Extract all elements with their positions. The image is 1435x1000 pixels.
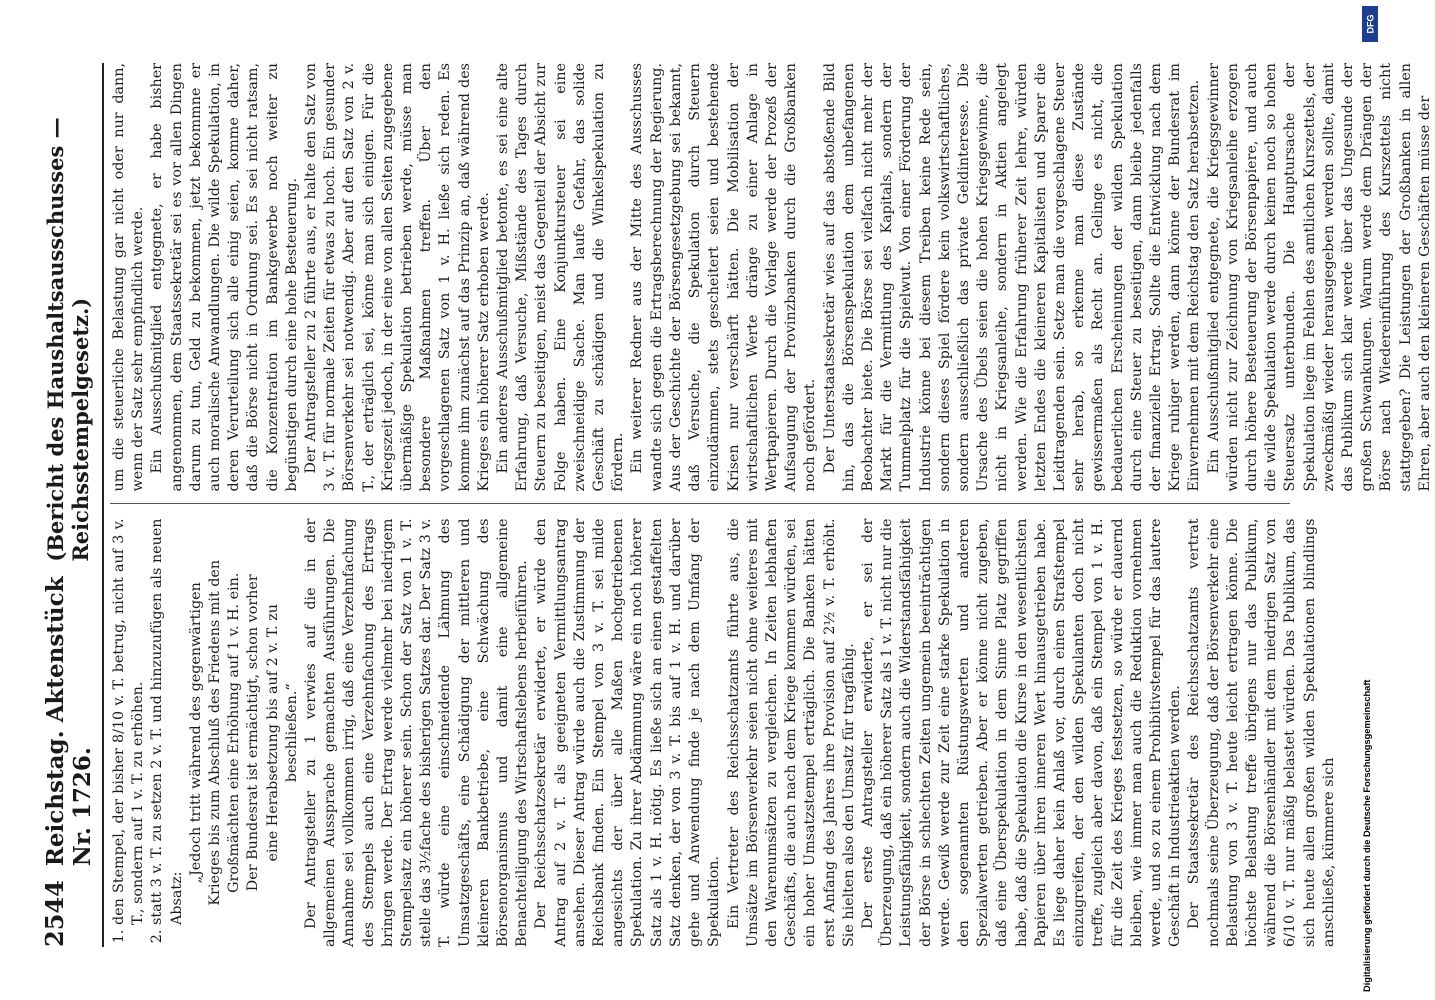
paragraph: Der Antragsteller zu 1 verwies auf die in der allgemeinen Aussprache gemachten Ausführungen. Die Annahme sei vollkommen irrig, daß eine Verzehnfachung des Stempels auch eine Verzehnfachung des Ertrags bringen werde. Der Ertrag werde vielmehr bei niedrigem Stempelsatz ein höherer sein. Schon der Satz von 1 v. T. stelle das 3½fache des bisherigen Satzes dar. Der Satz 3 v. T. würde eine einschneidende Lähmung des Umsatzgeschäfts, eine Schädigung der mittleren und kleineren Bankbetriebe, eine Schwächung des Börsenorganismus und damit eine allgemeine Benachteiligung des Wirtschaftslebens herbeiführen. bbox=[303, 518, 531, 947]
dfg-logo bbox=[1362, 6, 1378, 42]
dfg-logo-text: DFG bbox=[1365, 14, 1375, 34]
paragraph: Der erste Antragsteller erwiderte, er sei der Überzeugung, daß ein höherer Satz als 1 v. T. nicht nur die Leistungsfähigkeit, sondern auch die Widerstandsfähigkeit der Börse in schlechten Zeiten ungemein beeinträchtigen werde. Gewiß werde zur Zeit eine starke Spekulation in den sogenannten Rüstungswerten und anderen Spezialwerten getrieben. Aber er könne nicht zugeben, daß eine Überspekulation in dem Sinne Platz gegriffen habe, daß die Spekulation die Kurse in den wesentlichsten Papieren über ihren inneren Wert hinausgetrieben habe. Es liege daher kein Anlaß vor, durch einen Strafstempel einzugreifen, der den wilden Spekulanten doch nicht treffe, zugleich aber davon, daß ein Stempel von 1 v. H. für die Zeit des Krieges festsetzen, so würde er dauernd bleiben, wie immer man auch die Reduktion vornehmen werde, und so zu einem Prohibitivstempel für das lautere Geschäft in Industrieaktien werden. bbox=[859, 518, 1184, 947]
left-column bbox=[110, 518, 1337, 948]
numbered-list bbox=[110, 519, 187, 948]
paragraph: Der Antragsteller zu 2 führte aus, er halte den Satz von 3 v. T. für normale Zeiten für etwas zu hoch. Ein gesunder Börsenverkehr sei notwendig. Aber auf den Satz von 2 v. T., der erträglich sei, könne man sich einigen. Für die Kriegszeit jedoch, in der eine von allen Seiten zugegebene übermäßige Spekulation betrieben werde, müsse man besondere Maßnahmen treffen. Über den vorgeschlagenen Satz von 1 v. H. ließe sich reden. Es komme ihm zunächst auf das Prinzip an, daß während des Krieges ein höherer Satz erhoben werde. bbox=[303, 63, 492, 492]
paragraph: um die steuerliche Belastung gar nicht oder nur dann, wenn der Satz sehr empfindlich werde. bbox=[111, 63, 147, 492]
page-number: 2544 bbox=[40, 880, 69, 947]
paragraph: Ein weiterer Redner aus der Mitte des Ausschusses wandte sich gegen die Ertragsberechnung der Regierung. Aus der Geschichte der Börsengesetzgebung sei bekannt, daß Versuche, die Spekulation durch Steuern einzudämmen, stets gescheitert seien und bestehende Krisen nur verschärft hätten. Die Mobilisation der wirtschaftlichen Werte dränge zu einer Anlage in Wertpapieren. Durch die Vorlage werde der Prozeß der Aufsaugung der Provinzbanken durch die Großbanken noch gefördert. bbox=[629, 63, 819, 492]
list-item: 1. den Stempel, der bisher 8/10 v. T. betrug, nicht auf 3 v. T., sondern auf 1 v. T. zu erhöhen. bbox=[110, 519, 148, 926]
quoted-paragraph: „Jedoch tritt während des gegenwärtigen Krieges bis zum Abschluß des Friedens mit den Großmächten eine Erhöhung auf 1 v. H. ein. Der Bundesrat ist ermächtigt, schon vorher eine Herabsetzung bis auf 2 v. T. zu beschließen.“ bbox=[187, 559, 300, 906]
paragraph: Ein anderes Ausschußmitglied betonte, es sei eine alte Erfahrung, daß Versuche, Mißstände des Tages durch Steuern zu beseitigen, meist das Gegenteil der Absicht zur Folge haben. Eine Konjunktursteuer sei eine zweischneidige Sache. Man laufe Gefahr, das solide Geschäft zu schädigen und die Winkelspekulation zu fördern. bbox=[495, 63, 627, 492]
paragraph: Der Unterstaatssekretär wies auf das abstoßende Bild hin, das die Börsenspekulation dem unbefangenen Beobachter biete. Die Börse sei vielfach nicht mehr der Markt für die Vermittlung des Kapitals, sondern der Tummelplatz für die Spielwut. Von einer Förderung der Industrie könne bei diesem Treiben keine Rede sein, sondern dieses Spiel fördere kein volkswirtschaftliches, sondern ausschließlich das private Geldinteresse. Die Ursache des Übels seien die hohen Kriegsgewinne, die nicht in Kriegsanleihe, sondern in Aktien angelegt werden. Wie die Erfahrung früherer Zeit lehre, würden letzten Endes die kleineren Kapitalisten und Sparer die Leidtragenden sein. Setze man die vorgeschlagene Steuer sehr herab, so erkenne man diese Zustände gewissermaßen als Recht an. Gelinge es nicht, die bedauerlichen Erscheinungen der wilden Spekulation durch eine Steuer zu beseitigen, dann bleibe jedenfalls der finanzielle Ertrag. Sollte die Entwicklung nach dem Kriege ruhiger werden, dann könne der Bundesrat im Einvernehmen mit dem Reichstag den Satz herabsetzen. bbox=[821, 63, 1203, 492]
page-title: Reichstag. Aktenstück Nr. 1726. bbox=[42, 576, 96, 867]
page-subtitle: (Bericht des Haushaltsausschusses — Reichsstempelgesetz.) bbox=[43, 117, 93, 562]
paragraph: Der Staatssekretär des Reichsschatzamts vertrat nochmals seine Überzeugung, daß der Börsenverkehr eine Belastung von 3 v. T. heute leicht ertragen könne. Die höchste Belastung treffe übrigens nur das Publikum, während die Börsenhändler mit dem niedrigen Satz von 6/10 v. T. nur mäßig belastet würden. Das Publikum, das sich heute allen großen wilden Spekulationen blindlings anschließe, kümmere sich bbox=[1186, 518, 1337, 947]
paragraph: Ein Vertreter des Reichsschatzamts führte aus, die Umsätze im Börsenverkehr seien nicht ohne weiteres mit den Warenumsätzen zu vergleichen. In Zeiten lebhaften Geschäfts, die auch nach dem Kriege kommen würden, sei ein hoher Umsatzstempel erträglich. Die Banken hätten erst Anfang des Jahres ihre Provision auf 2½ v. T. erhöht. Sie hielten also den Umsatz für tragfähig. bbox=[725, 518, 857, 947]
right-column bbox=[110, 63, 1433, 505]
digitization-note: Digitalisierung gefördert durch die Deutsche Forschungsgemeinschaft bbox=[1362, 679, 1372, 992]
list-item: 2. statt 3 v. T. zu setzen 2 v. T. und hinzuzufügen als neuen Absatz: bbox=[148, 519, 186, 926]
paragraph: Ein Ausschußmitglied entgegnete, die Kriegsgewinner würden nicht zur Zeichnung von Kriegsanleihe erzogen durch höhere Besteuerung der Börsenpapiere, und auch die wilde Spekulation werde durch keinen noch so hohen Steuersatz unterbunden. Die Hauptursache der Spekulation liege im Fehlen des amtlichen Kurszettels, der zweckmäßig wieder herausgegeben werden sollte, damit das Publikum sich klar werde über das Ungesunde der großen Schwankungen. Warum werde dem Drängen der Börse nach Wiedereinführung des Kurszettels nicht stattgegeben? Die Leistungen der Großbanken in allen Ehren, aber auch den kleineren Geschäften müsse der bbox=[1205, 63, 1433, 492]
paragraph: Der Reichsschatzsekretär erwiderte, er würde den Antrag auf 2 v. T. als geeigneten Vermittlungsantrag ansehen. Dieser Antrag würde auch die Zustimmung der Reichsbank finden. Ein Stempel von 3 v. T. sei milde angesichts der über alle Maßen hochgetriebenen Spekulation. Zu ihrer Abdämmung wäre ein noch höherer Satz als 1 v. H. nötig. Es ließe sich an einen gestaffelten Satz denken, der von 3 v. T. bis auf 1 v. H. und darüber gehe und Anwendung finde je nach dem Umfang der Spekulation. bbox=[533, 518, 723, 947]
paragraph: Ein Ausschußmitglied entgegnete, er habe bisher angenommen, dem Staatssekretär sei es vor allen Dingen darum zu tun, Geld zu bekommen, jetzt bekommne er auch moralische Anwandlungen. Die wilde Spekulation, in deren Verurteilung sich alle einig seien, komme daher, daß die Börse nicht in Ordnung sei. Es sei nicht ratsam, die Konzentration im Bankgewerbe noch weiter zu begünstigen durch eine hohe Besteuerung. bbox=[149, 63, 300, 492]
page-header bbox=[32, 63, 104, 947]
